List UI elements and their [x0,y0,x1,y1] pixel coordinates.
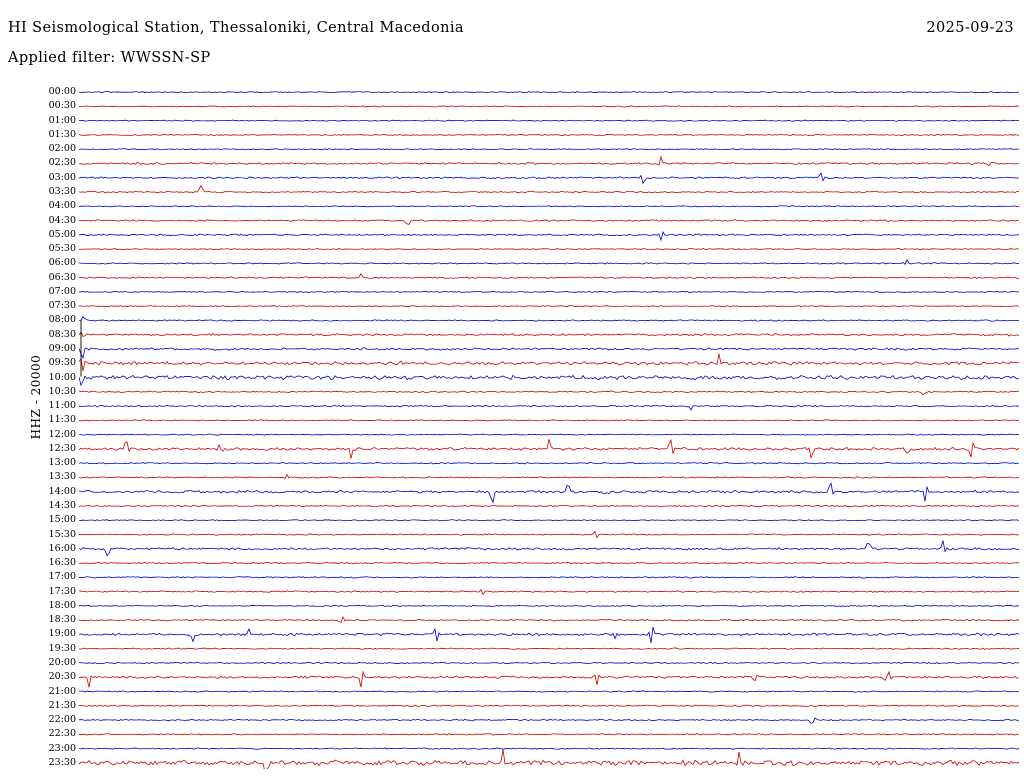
time-tick-label: 01:30 [48,128,76,140]
trace-line [79,149,1019,150]
trace-line [79,249,1019,250]
trace-line [79,531,1019,537]
trace-line [79,475,1019,479]
trace-line [79,749,1019,769]
trace-line [79,462,1019,463]
time-tick-label: 15:30 [48,528,76,540]
time-tick-label: 17:00 [48,571,76,583]
page-title: HI Seismological Station, Thessaloniki, Central Macedonia [8,20,464,36]
time-tick-label: 13:00 [48,457,76,469]
time-tick-label: 21:00 [48,685,76,697]
trace-line [79,577,1019,578]
time-tick-label: 10:30 [48,385,76,397]
trace-line [79,691,1019,692]
trace-line [79,206,1019,207]
trace-line [79,291,1019,292]
trace-line [79,157,1019,166]
time-tick-label: 15:00 [48,514,76,526]
time-tick-label: 05:30 [48,243,76,255]
trace-line [79,306,1019,307]
trace-line [79,562,1019,563]
time-tick-label: 10:00 [48,371,76,383]
trace-line [79,120,1019,121]
time-tick-label: 03:00 [48,171,76,183]
time-tick-label: 04:30 [48,214,76,226]
trace-line [79,186,1019,193]
time-tick-label: 12:00 [48,428,76,440]
time-tick-label: 08:30 [48,328,76,340]
trace-line [79,505,1019,506]
time-tick-label: 13:30 [48,471,76,483]
time-tick-label: 09:00 [48,343,76,354]
trace-line [79,540,1019,555]
trace-line [79,748,1019,749]
trace-line [79,520,1019,521]
trace-line [79,260,1019,264]
trace-line [79,590,1019,595]
trace-line [79,483,1019,502]
time-tick-label: 04:00 [48,200,76,212]
time-tick-label: 00:00 [48,86,76,98]
time-tick-label: 06:00 [48,257,76,269]
time-tick-label: 08:00 [48,314,76,326]
helicorder-traces [79,84,1019,769]
time-tick-label: 07:30 [48,300,76,312]
trace-line [79,434,1019,435]
time-tick-label: 14:00 [48,485,76,497]
time-tick-label: 16:00 [48,542,76,554]
time-tick-label: 22:00 [48,714,76,726]
time-tick-label: 05:00 [48,228,76,240]
applied-filter-label: Applied filter: WWSSN-SP [8,50,211,66]
trace-line [79,232,1019,240]
time-tick-label: 07:00 [48,285,76,297]
time-tick-label: 09:30 [48,357,76,369]
trace-line [79,274,1019,279]
time-tick-label: 11:30 [48,414,76,426]
time-tick-label: 19:30 [48,642,76,654]
time-tick-label: 14:30 [48,499,76,511]
time-tick-label: 21:30 [48,699,76,711]
time-tick-labels [0,84,76,769]
trace-line [79,617,1019,622]
time-tick-label: 16:30 [48,557,76,569]
trace-line [79,106,1019,107]
time-tick-label: 06:30 [48,271,76,283]
trace-line [79,391,1019,395]
trace-line [79,705,1019,706]
time-tick-label: 23:00 [48,742,76,754]
trace-line [79,405,1019,410]
time-tick-label: 02:00 [48,143,76,155]
time-tick-label: 11:00 [48,400,76,412]
time-tick-label: 22:30 [48,728,76,740]
time-tick-label: 00:30 [48,100,76,112]
trace-line [79,672,1019,687]
trace-line [79,332,1019,336]
trace-line [79,662,1019,663]
time-tick-label: 23:30 [48,756,76,768]
trace-line [79,420,1019,421]
time-tick-label: 01:00 [48,114,76,126]
time-tick-label: 20:30 [48,671,76,683]
time-tick-label: 17:30 [48,585,76,597]
trace-line [79,220,1019,225]
time-tick-label: 20:00 [48,656,76,668]
trace-line [79,134,1019,135]
helicorder-plot [79,84,1019,769]
time-tick-label: 03:30 [48,186,76,198]
trace-line [79,317,1019,321]
time-tick-label: 12:30 [48,442,76,454]
trace-line [79,375,1019,385]
trace-line [79,605,1019,606]
trace-line [79,92,1019,93]
trace-line [79,439,1019,458]
y-axis-label: HHZ - 20000 [29,354,43,440]
time-tick-label: 19:00 [48,628,76,640]
trace-line [79,173,1019,183]
time-tick-label: 02:30 [48,157,76,169]
time-tick-label: 18:30 [48,614,76,626]
trace-line [79,734,1019,735]
trace-line [79,627,1019,643]
trace-line [79,348,1019,358]
time-tick-label: 18:00 [48,599,76,611]
trace-line [79,648,1019,650]
recording-date: 2025-09-23 [926,20,1014,36]
trace-line [79,354,1019,371]
trace-line [79,718,1019,723]
